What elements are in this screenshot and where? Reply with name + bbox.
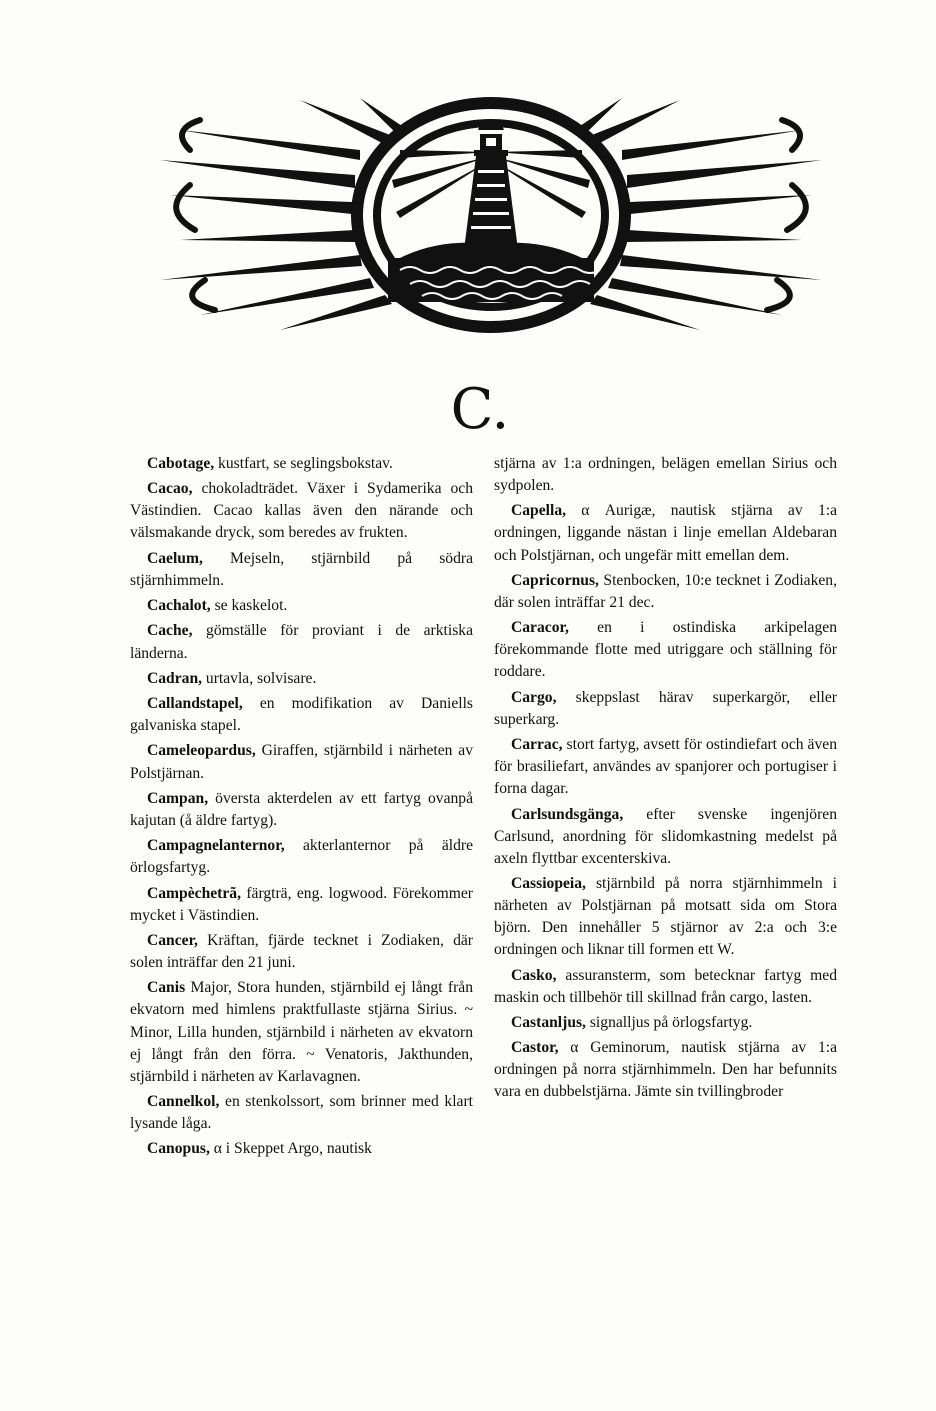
dictionary-entry	[494, 617, 837, 683]
scroll-right-top	[782, 120, 800, 150]
entry-term: Cannelkol,	[147, 1092, 220, 1110]
dictionary-entry	[130, 977, 473, 1087]
entry-definition: chokoladträdet. Växer i Sydamerika och Västindien. Cacao kallas även den närande och välsmakande dryck, som beredes av frukten.	[130, 480, 473, 542]
dictionary-entry	[130, 788, 473, 832]
ray-left-3	[170, 195, 352, 214]
ray-left-7	[280, 295, 392, 330]
dictionary-entry	[130, 693, 473, 737]
dictionary-entry	[130, 1091, 473, 1135]
entry-term: Callandstapel,	[147, 695, 243, 713]
right-column	[494, 453, 837, 1107]
entry-term: Castanljus,	[511, 1013, 586, 1031]
scroll-right-bot	[767, 280, 790, 310]
entry-definition: signalljus på örlogsfartyg.	[585, 1013, 753, 1031]
dictionary-entry	[130, 595, 473, 617]
lighthouse-woodcut	[160, 90, 822, 340]
dictionary-entry	[494, 734, 837, 800]
entry-definition: Major, Stora hunden, stjärnbild ej långt från ekvatorn med himlens praktfullaste stjärna Sirius. ~ Minor, Lilla hunden, stjärnbild i närheten av ekvatorn ej långt från den förra. ~ Venatoris, Jakthunden, stjärnbild i närheten av Karlavagnen.	[130, 979, 473, 1085]
scroll-left-mid	[176, 185, 195, 230]
entry-term: Cabotage,	[147, 455, 215, 472]
entry-term: Cachalot,	[147, 597, 211, 615]
scroll-right-mid	[787, 185, 806, 230]
entry-term: Castor,	[511, 1039, 559, 1057]
entry-definition: stjärna av 1:a ordningen, belägen emellan Sirius och sydpolen.	[494, 455, 837, 495]
dictionary-entry	[130, 620, 473, 664]
entry-term: Cameleopardus,	[147, 742, 256, 760]
dictionary-entry	[130, 548, 473, 592]
entry-definition: en stenkolssort, som brinner med klart lysande låga.	[130, 1092, 473, 1133]
scroll-left-top	[182, 120, 200, 150]
entry-term: Campagnelanternor,	[147, 837, 285, 855]
dictionary-entry	[130, 668, 473, 690]
entry-definition: stjärnbild på norra stjärnhimmeln i närheten av Polstjärnan på motsatt sida om Stora björn. Den innehåller 5 stjärnor av 2:a och 3:e ordningen och liknar till formen ett W.	[494, 875, 837, 959]
dictionary-entry	[130, 740, 473, 784]
scroll-left-bot	[192, 280, 215, 310]
entry-term: Casko,	[511, 966, 557, 984]
entry-term: Cacao,	[147, 480, 193, 498]
dictionary-entry	[130, 930, 473, 974]
ray-left-4	[180, 230, 355, 242]
ray-right-5	[620, 255, 822, 280]
entry-definition: Stenbocken, 10:e tecknet i Zodiaken, där solen inträffar 21 dec.	[494, 571, 837, 611]
dictionary-entry	[494, 1012, 837, 1034]
dictionary-entry	[494, 1037, 837, 1103]
dictionary-entry	[130, 478, 473, 544]
entry-definition: stort fartyg, avsett för ostindiefart och även för brasiliefart, användes av spanjorer och portugiser i forna dagar.	[494, 736, 837, 798]
entry-term: Cancer,	[147, 931, 198, 949]
entry-definition: kustfart, se seglingsbokstav.	[214, 455, 393, 472]
entry-term: Campan,	[147, 789, 209, 807]
entry-term: Capricornus,	[511, 571, 599, 589]
entry-term: Carlsundsgänga,	[511, 805, 624, 823]
entry-definition: översta akterdelen av ett fartyg ovanpå kajutan (å äldre fartyg).	[130, 789, 473, 829]
entry-term: Cache,	[147, 622, 193, 640]
ray-right-4	[627, 230, 802, 242]
ray-right-3	[630, 195, 812, 214]
dictionary-entry	[494, 873, 837, 961]
entry-term: Caelum,	[147, 549, 203, 567]
entry-term: Canis	[147, 979, 186, 997]
left-column	[130, 453, 473, 1164]
ray-right-8	[592, 100, 680, 144]
entry-term: Caracor,	[511, 619, 569, 637]
entry-definition: α Geminorum, nautisk stjärna av 1:a ordningen på norra stjärnhimmeln. Den har befunnits vara en dubbelstjärna. Jämte sin tvillingbroder	[494, 1039, 837, 1101]
ray-left-8	[300, 100, 390, 144]
section-letter: C.	[450, 377, 510, 442]
ray-left-5	[160, 255, 362, 280]
dictionary-entry	[494, 453, 837, 497]
entry-definition: en modifikation av Daniells galvaniska stapel.	[130, 695, 473, 735]
entry-term: Campèchetrã,	[147, 884, 241, 902]
medallion	[351, 97, 631, 333]
entry-definition: skeppslast härav superkargör, eller superkarg.	[494, 688, 837, 728]
dictionary-entry	[494, 500, 837, 566]
entry-definition: en i ostindiska arkipelagen förekommande flotte med utriggare och ställning för roddare.	[494, 619, 837, 681]
entry-definition: Kräftan, fjärde tecknet i Zodiaken, där solen inträffar den 21 juni.	[130, 931, 473, 972]
entry-term: Cassiopeia,	[511, 875, 586, 892]
entry-term: Cadran,	[147, 669, 203, 687]
entry-definition: urtavla, solvisare.	[202, 669, 317, 687]
ray-right-7	[590, 295, 700, 330]
entry-definition: α i Skeppet Argo, nautisk	[209, 1140, 372, 1158]
entry-term: Canopus,	[147, 1140, 210, 1158]
entry-definition: Giraffen, stjärnbild i närheten av Polstjärnan.	[130, 742, 473, 782]
ray-right-1	[622, 130, 802, 160]
entry-term: Cargo,	[511, 688, 557, 706]
entry-definition: se kaskelot.	[210, 597, 288, 615]
dictionary-entry	[130, 453, 473, 475]
entry-definition: gömställe för proviant i de arktiska länderna.	[130, 622, 473, 662]
entry-term: Capella,	[511, 502, 567, 520]
entry-definition: assuransterm, som betecknar fartyg med maskin och tillbehör till skillnad från cargo, lasten.	[494, 966, 837, 1006]
dictionary-entry	[494, 687, 837, 731]
entry-term: Carrac,	[511, 736, 563, 754]
dictionary-entry	[494, 804, 837, 870]
dictionary-entry	[130, 883, 473, 927]
entry-definition: färgträ, eng. logwood. Förekommer mycket i Västindien.	[130, 884, 473, 924]
entry-definition: Mejseln, stjärnbild på södra stjärnhimmeln.	[130, 549, 473, 589]
entry-definition: akterlanternor på äldre örlogsfartyg.	[130, 837, 473, 877]
ray-left-1	[180, 130, 360, 160]
dictionary-entry	[130, 1138, 473, 1160]
entry-definition: α Aurigæ, nautisk stjärna av 1:a ordningen, liggande nästan i linje emellan Aldebaran och Polstjärnan, och ungefär mitt emellan dem.	[494, 502, 837, 564]
dictionary-entry	[130, 835, 473, 879]
dictionary-entry	[494, 570, 837, 614]
entry-definition: efter svenske ingenjören Carlsund, anordning för slidomkastning medelst på axeln flyttbar excenterskiva.	[494, 805, 837, 867]
dictionary-entry	[494, 965, 837, 1009]
